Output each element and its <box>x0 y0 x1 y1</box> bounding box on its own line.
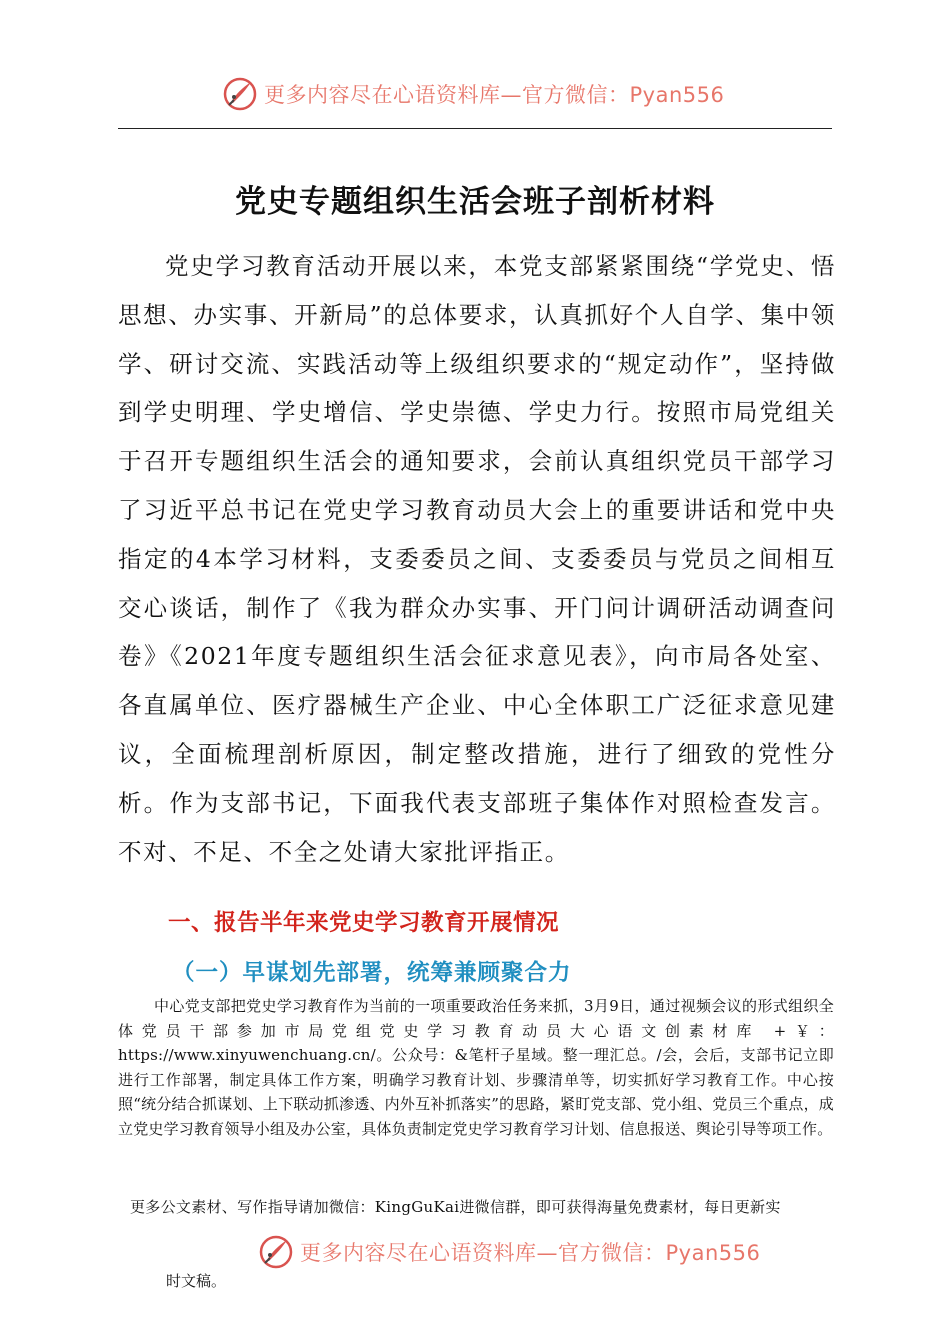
watermark-wechat-text: 官方微信：Pyan556 <box>522 83 725 107</box>
watermark-separator: — <box>536 1241 558 1265</box>
document-title: 党史专题组织生活会班子剖析材料 <box>235 184 715 220</box>
watermark-wechat-text: 官方微信：Pyan556 <box>558 1241 761 1265</box>
subsection-1-body: 中心党支部把党史学习教育作为当前的一项重要政治任务来抓，3月9日，通过视频会议的形式组织全体党员干部参加市局党组党史学习教育动员大心语文创素材库 +￥：https://www.xinyuwenchuang.cn/。公众号：&笔杆子星域。整一理汇总。/会，会后，支部书记立即进行工作部署，制定具体工作方案，明确学习教育计划、步骤清单等，切实抓好学习教育工作。中心按照“统分结合抓谋划、上下联动抓渗透、内外互补抓落实”的思路，紧盯党支部、党小组、党员三个重点，成立党史学习教育领导小组及办公室，具体负责制定党史学习教育学习计划、信息报送、舆论引导等项工作。 <box>118 997 834 1138</box>
footer-note-line-2: 时文稿。 <box>166 1272 227 1290</box>
intro-paragraph: 党史学习教育活动开展以来，本党支部紧紧围绕“学党史、悟思想、办实事、开新局”的总体要求，认真抓好个人自学、集中领学、研讨交流、实践活动等上级组织要求的“规定动作”，坚持做到学史明理、学史增信、学史崇德、学史力行。按照市局党组关于召开专题组织生活会的通知要求，会前认真组织党员干部学习了习近平总书记在党史学习教育动员大会上的重要讲话和党中央指定的4本学习材料，支委委员之间、支委委员与党员之间相互交心谈话，制作了《我为群众办实事、开门问计调研活动调查问卷》《2021年度专题组织生活会征求意见表》，向市局各处室、各直属单位、医疗器械生产企业、中心全体职工广泛征求意见建议，全面梳理剖析原因，制定整改措施，进行了细致的党性分析。作为支部书记，下面我代表支部班子集体作对照检查发言。不对、不足、不全之处请大家批评指正。 <box>118 252 836 866</box>
watermark-separator: — <box>500 83 522 107</box>
header-divider <box>118 128 832 129</box>
quill-pen-logo-icon <box>222 76 258 112</box>
watermark-main-text: 更多内容尽在心语资料库 <box>300 1241 537 1265</box>
header-watermark-text <box>264 79 724 109</box>
section-1-heading: 一、报告半年来党史学习教育开展情况 <box>168 910 560 936</box>
header-watermark <box>222 74 724 114</box>
quill-pen-logo-icon <box>258 1234 294 1270</box>
footer-note-line-1: 更多公文素材、写作指导请加微信：KingGuKai进微信群，即可获得海量免费素材，每日更新实 <box>130 1198 781 1216</box>
footer-watermark-text <box>300 1237 760 1267</box>
subsection-1-heading: （一）早谋划先部署，统筹兼顾聚合力 <box>172 960 572 986</box>
footer-watermark <box>258 1232 760 1272</box>
watermark-main-text: 更多内容尽在心语资料库 <box>264 83 501 107</box>
